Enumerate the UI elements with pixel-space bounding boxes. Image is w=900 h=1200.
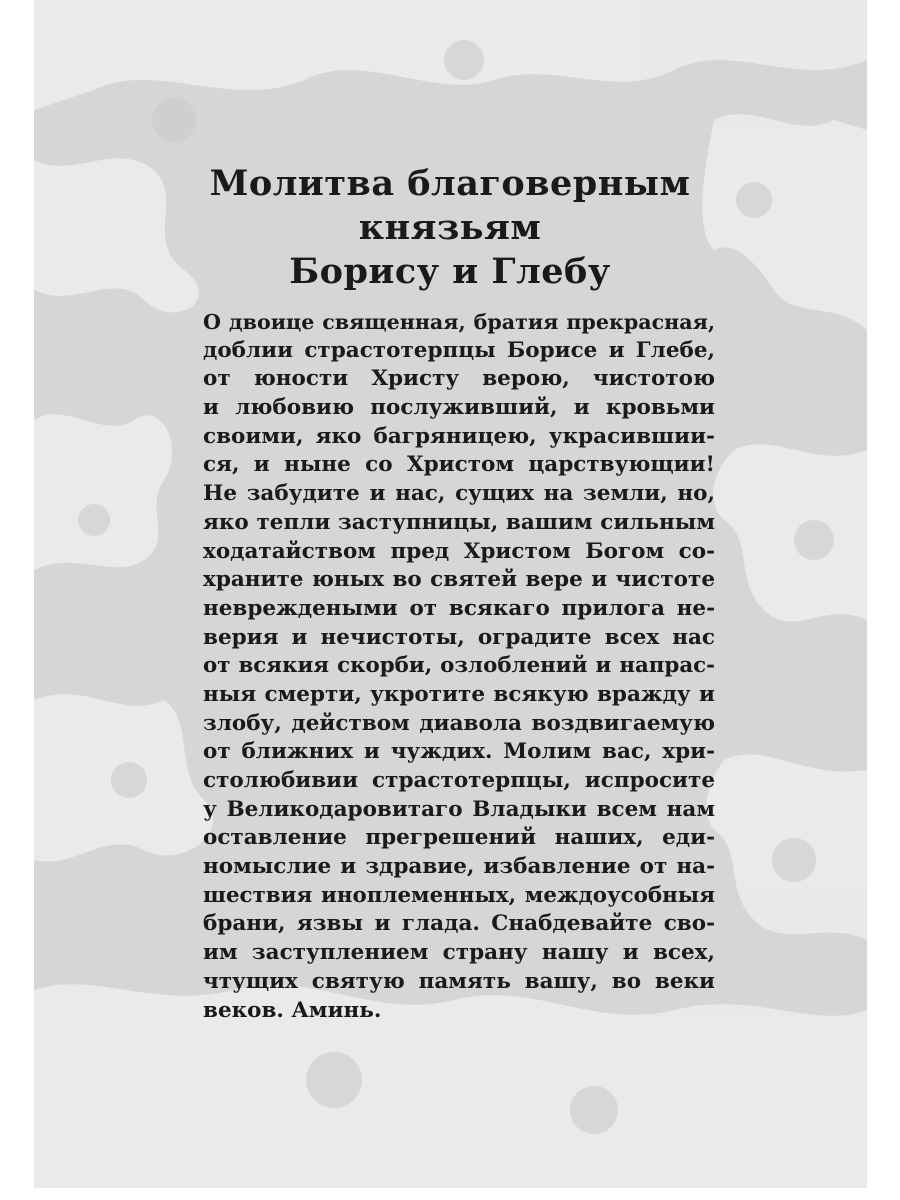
prayer-line: им заступлением страну нашу и всех, <box>203 940 715 966</box>
prayer-line: столюбивии страстотерпцы, испросите <box>203 768 715 793</box>
prayer-line: злобу, действом диавола воздвигаемую <box>203 710 715 736</box>
prayer-line: оставление прегрешений наших, еди- <box>203 825 715 851</box>
prayer-line: брани, язвы и глада. Снабдевайте сво- <box>203 911 715 937</box>
prayer-title <box>0 162 900 294</box>
title-line-2: князьям <box>358 207 542 248</box>
prayer-line: доблии страстотерпцы Борисе и Глебе, <box>203 337 715 363</box>
prayer-line: Не забудите и нас, сущих на земли, но, <box>203 481 715 507</box>
prayer-line: чтущих святую память вашу, во веки <box>203 968 715 994</box>
prayer-line: храните юных во святей вере и чистоте <box>203 567 715 593</box>
prayer-line: от ближних и чуждих. Молим вас, хри- <box>203 739 715 765</box>
prayer-line: номыслие и здравие, избавление от на- <box>203 854 715 880</box>
prayer-line: от юности Христу верою, чистотою <box>203 366 715 392</box>
prayer-line: от всякия скорби, озлоблений и напрас- <box>203 653 715 679</box>
prayer-line: шествия иноплеменных, междоусобныя <box>203 882 715 908</box>
prayer-line: ся, и ныне со Христом царствующии! <box>203 452 715 478</box>
prayer-line: верия и нечистоты, оградите всех нас <box>203 624 715 650</box>
prayer-line: О двоице священная, братия прекрасная, <box>203 310 715 334</box>
prayer-line: ходатайством пред Христом Богом со- <box>203 538 715 564</box>
title-line-1: Молитва благоверным <box>209 163 691 204</box>
prayer-line: ныя смерти, укротите всякую вражду и <box>203 681 715 707</box>
prayer-line: веков. Аминь. <box>203 997 382 1023</box>
prayer-text <box>203 308 715 1025</box>
prayer-line: невреждеными от всякаго прилога не- <box>203 595 715 621</box>
prayer-line: и любовию послуживший, и кровьми <box>203 395 715 421</box>
prayer-line: своими, яко багряницею, украсившии- <box>203 423 715 449</box>
title-line-3: Борису и Глебу <box>289 251 611 292</box>
prayer-line: яко тепли заступницы, вашим сильным <box>203 509 715 535</box>
page-bottom-margin <box>34 1188 867 1200</box>
prayer-line: у Великодаровитаго Владыки всем нам <box>203 796 715 822</box>
